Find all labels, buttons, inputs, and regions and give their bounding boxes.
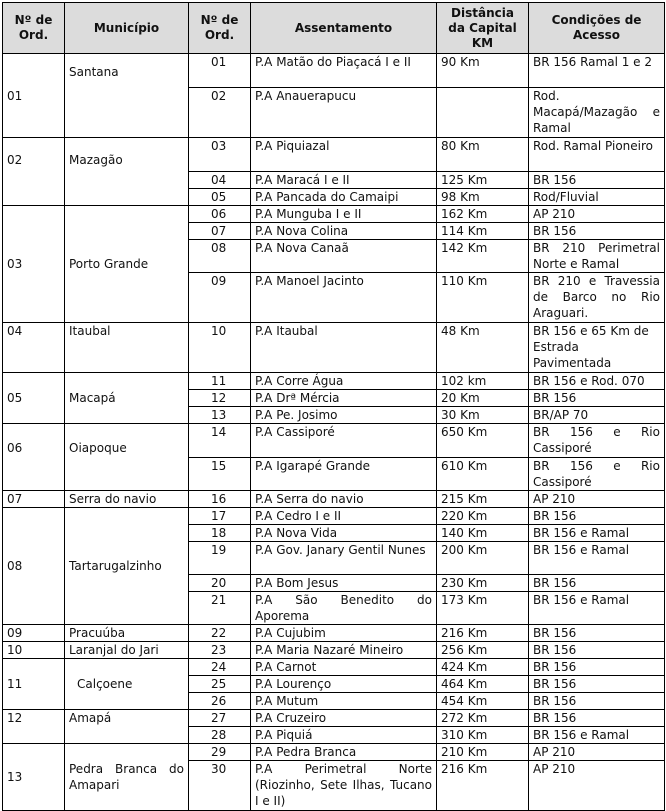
access-cell: AP 210 [529,761,665,811]
distance-cell: 310 Km [437,727,529,744]
distance-cell: 454 Km [437,693,529,710]
distance-cell: 220 Km [437,508,529,525]
table-row [3,508,665,525]
settlement-name: P.A Bom Jesus [251,575,437,592]
ord-cell: 12 [3,710,65,744]
access-cell: AP 210 [529,491,665,508]
distance-cell: 110 Km [437,273,529,323]
distance-cell: 173 Km [437,592,529,625]
access-cell: BR 210 e Travessia de Barco no Rio Araguari. [529,273,665,323]
access-cell: AP 210 [529,744,665,761]
table-row [3,659,665,676]
settlement-name: P.A Pe. Josimo [251,407,437,424]
municipio-cell: Mazagão [65,138,189,206]
distance-cell: 98 Km [437,189,529,206]
settlement-number: 29 [189,744,251,761]
settlement-name: P.A Piquiá [251,727,437,744]
access-cell: Rod. Ramal Pioneiro [529,138,665,172]
settlement-number: 13 [189,407,251,424]
settlement-name: P.A Matão do Piaçacá I e II [251,54,437,88]
distance-cell: 610 Km [437,458,529,491]
settlement-name: P.A Pedra Branca [251,744,437,761]
settlement-name: P.A Lourenço [251,676,437,693]
settlement-number: 03 [189,138,251,172]
settlement-number: 28 [189,727,251,744]
header-assentamento: Assentamento [251,3,437,54]
header-municipio: Município [65,3,189,54]
settlement-name: P.A Gov. Janary Gentil Nunes [251,542,437,575]
distance-cell: 200 Km [437,542,529,575]
ord-cell: 03 [3,206,65,323]
distance-cell: 256 Km [437,642,529,659]
settlement-number: 12 [189,390,251,407]
access-cell: BR 156 [529,642,665,659]
municipio-cell: Laranjal do Jari [65,642,189,659]
settlement-number: 26 [189,693,251,710]
ord-cell: 06 [3,424,65,491]
table-row [3,744,665,761]
distance-cell: 80 Km [437,138,529,172]
header-ord: Nº de Ord. [3,3,65,54]
settlement-number: 14 [189,424,251,458]
settlement-name: P.A Serra do navio [251,491,437,508]
ord-cell: 01 [3,54,65,138]
settlement-name: P.A Maria Nazaré Mineiro [251,642,437,659]
settlement-number: 22 [189,625,251,642]
settlements-table [2,2,665,811]
settlement-name: P.A Nova Canaã [251,240,437,273]
distance-cell: 140 Km [437,525,529,542]
access-cell: BR 156 [529,693,665,710]
distance-cell: 20 Km [437,390,529,407]
settlement-number: 08 [189,240,251,273]
municipio-cell: Pracuúba [65,625,189,642]
settlement-name: P.A Nova Vida [251,525,437,542]
distance-cell: 464 Km [437,676,529,693]
settlement-name: P.A São Benedito do Aporema [251,592,437,625]
header-ord-settlement: Nº de Ord. [189,3,251,54]
settlement-number: 16 [189,491,251,508]
access-cell: BR 210 Perimetral Norte e Ramal [529,240,665,273]
settlement-number: 27 [189,710,251,727]
settlement-number: 10 [189,323,251,373]
settlement-name: P.A Igarapé Grande [251,458,437,491]
distance-cell: 114 Km [437,223,529,240]
access-cell: BR/AP 70 [529,407,665,424]
table-row [3,138,665,172]
distance-cell: 162 Km [437,206,529,223]
municipio-cell: Serra do navio [65,491,189,508]
ord-cell: 11 [3,659,65,710]
access-cell: BR 156 e Ramal [529,727,665,744]
distance-cell: 650 Km [437,424,529,458]
ord-cell: 09 [3,625,65,642]
settlement-number: 20 [189,575,251,592]
settlement-number: 07 [189,223,251,240]
access-cell: BR 156 Ramal 1 e 2 [529,54,665,88]
table-row [3,373,665,390]
header-condicoes: Condições de Acesso [529,3,665,54]
settlement-name: P.A Maracá I e II [251,172,437,189]
ord-cell: 02 [3,138,65,206]
municipio-cell: Porto Grande [65,206,189,323]
municipio-cell: Pedra Branca do Amapari [65,744,189,811]
table-row [3,424,665,458]
table-row [3,625,665,642]
table-row [3,491,665,508]
ord-cell: 10 [3,642,65,659]
settlement-name: P.A Cujubim [251,625,437,642]
access-cell: BR 156 e Rio Cassiporé [529,458,665,491]
distance-cell: 424 Km [437,659,529,676]
settlement-number: 30 [189,761,251,811]
access-cell: BR 156 e Ramal [529,592,665,625]
settlement-name: P.A Drª Mércia [251,390,437,407]
access-cell: BR 156 [529,390,665,407]
distance-cell: 216 Km [437,761,529,811]
settlement-number: 23 [189,642,251,659]
settlement-name: P.A Cassiporé [251,424,437,458]
distance-cell: 125 Km [437,172,529,189]
table-row [3,206,665,223]
settlement-name: P.A Pancada do Camaipi [251,189,437,206]
header-row [3,3,665,54]
settlement-number: 18 [189,525,251,542]
header-distancia: Distância da Capital KM [437,3,529,54]
distance-cell: 230 Km [437,575,529,592]
settlement-name: P.A Munguba I e II [251,206,437,223]
municipio-cell: Calçoene [65,659,189,710]
table-row [3,54,665,88]
table-row [3,642,665,659]
settlement-number: 25 [189,676,251,693]
distance-cell: 48 Km [437,323,529,373]
settlement-name: P.A Perimetral Norte (Riozinho, Sete Ilhas, Tucano I e II) [251,761,437,811]
settlement-number: 06 [189,206,251,223]
distance-cell [437,88,529,138]
municipio-cell: Macapá [65,373,189,424]
access-cell: BR 156 e 65 Km de Estrada Pavimentada [529,323,665,373]
settlement-name: P.A Itaubal [251,323,437,373]
settlement-number: 17 [189,508,251,525]
settlement-number: 02 [189,88,251,138]
municipio-cell: Amapá [65,710,189,744]
ord-cell: 05 [3,373,65,424]
distance-cell: 215 Km [437,491,529,508]
settlement-name: P.A Cruzeiro [251,710,437,727]
settlement-number: 01 [189,54,251,88]
distance-cell: 216 Km [437,625,529,642]
distance-cell: 90 Km [437,54,529,88]
municipio-cell: Santana [65,54,189,138]
settlement-number: 19 [189,542,251,575]
access-cell: Rod. Macapá/Mazagão e Ramal [529,88,665,138]
municipio-cell: Itaubal [65,323,189,373]
settlement-name: P.A Cedro I e II [251,508,437,525]
access-cell: BR 156 [529,508,665,525]
ord-cell: 04 [3,323,65,373]
municipio-cell: Oiapoque [65,424,189,491]
settlement-number: 05 [189,189,251,206]
table-row [3,710,665,727]
settlement-name: P.A Corre Água [251,373,437,390]
settlement-name: P.A Mutum [251,693,437,710]
ord-cell: 13 [3,744,65,811]
settlement-name: P.A Carnot [251,659,437,676]
settlement-number: 24 [189,659,251,676]
ord-cell: 07 [3,491,65,508]
access-cell: AP 210 [529,206,665,223]
access-cell: BR 156 e Ramal [529,542,665,575]
access-cell: BR 156 [529,710,665,727]
settlement-number: 09 [189,273,251,323]
access-cell: BR 156 [529,223,665,240]
settlement-name: P.A Manoel Jacinto [251,273,437,323]
municipio-cell: Tartarugalzinho [65,508,189,625]
settlement-number: 11 [189,373,251,390]
access-cell: BR 156 e Rod. 070 [529,373,665,390]
distance-cell: 102 km [437,373,529,390]
settlement-name: P.A Piquiazal [251,138,437,172]
distance-cell: 272 Km [437,710,529,727]
settlement-number: 04 [189,172,251,189]
access-cell: BR 156 [529,676,665,693]
distance-cell: 30 Km [437,407,529,424]
access-cell: BR 156 e Rio Cassiporé [529,424,665,458]
access-cell: BR 156 [529,659,665,676]
settlement-number: 21 [189,592,251,625]
access-cell: Rod/Fluvial [529,189,665,206]
ord-cell: 08 [3,508,65,625]
access-cell: BR 156 [529,625,665,642]
table-row [3,323,665,373]
settlement-name: P.A Anauerapucu [251,88,437,138]
access-cell: BR 156 [529,575,665,592]
access-cell: BR 156 [529,172,665,189]
settlement-name: P.A Nova Colina [251,223,437,240]
settlement-number: 15 [189,458,251,491]
distance-cell: 142 Km [437,240,529,273]
distance-cell: 210 Km [437,744,529,761]
access-cell: BR 156 e Ramal [529,525,665,542]
